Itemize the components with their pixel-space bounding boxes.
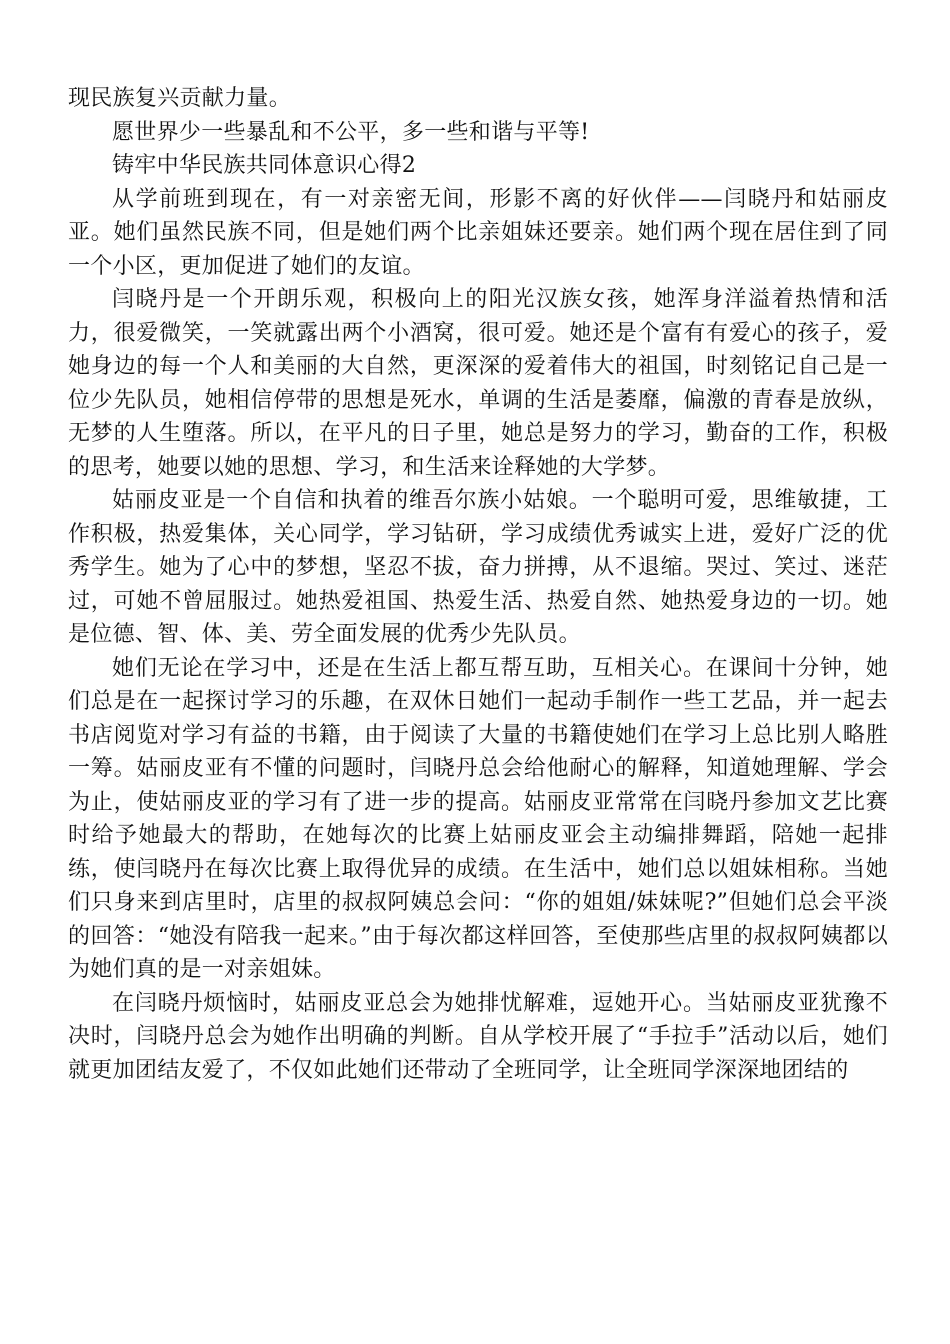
paragraph-hand-in-hand: 在闫晓丹烦恼时，姑丽皮亚总会为她排忧解难，逗她开心。当姑丽皮亚犹豫不决时，闫晓丹总会为她作出明确的判断。自从学校开展了“手拉手”活动以后，她们就更加团结友爱了，不仅如此她们还带动了全班同学，让全班同学深深地团结的 (68, 990, 888, 1083)
section-heading: 铸牢中华民族共同体意识心得2 (112, 153, 417, 178)
paragraph-yan-xiaodan: 闫晓丹是一个开朗乐观，积极向上的阳光汉族女孩，她浑身洋溢着热情和活力，很爱微笑，一笑就露出两个小酒窝，很可爱。她还是个富有有爱心的孩子，爱她身边的每一个人和美丽的大自然，更深深的爱着伟大的祖国，时刻铭记自己是一位少先队员，她相信停带的思想是死水，单调的生活是萎靡，偏激的青春是放纵，无梦的人生堕落。所以，在平凡的日子里，她总是努力的学习，勤奋的工作，积极的思考，她要以她的思想、学习，和生活来诠释她的大学梦。 (68, 287, 888, 480)
paragraph-gulipiya: 姑丽皮亚是一个自信和执着的维吾尔族小姑娘。一个聪明可爱，思维敏捷，工作积极，热爱集体，关心同学，学习钻研，学习成绩优秀诚实上进，爱好广泛的优秀学生。她为了心中的梦想，坚忍不拔，奋力拼搏，从不退缩。哭过、笑过、迷茫过，可她不曾屈服过。她热爱祖国、热爱生活、热爱自然、她热爱身边的一切。她是位德、智、体、美、劳全面发展的优秀少先队员。 (68, 488, 888, 647)
paragraph-intro: 从学前班到现在，有一对亲密无间，形影不离的好伙伴——闫晓丹和姑丽皮亚。她们虽然民族不同，但是她们两个比亲姐妹还要亲。她们两个现在居住到了同一个小区，更加促进了她们的友谊。 (68, 186, 888, 279)
paragraph-wish: 愿世界少一些暴乱和不公平，多一些和谐与平等! (112, 119, 590, 145)
document-page (68, 82, 888, 1087)
paragraph-continuation: 现民族复兴贡献力量。 (68, 86, 292, 111)
paragraph-mutual-help: 她们无论在学习中，还是在生活上都互帮互助，互相关心。在课间十分钟，她们总是在一起探讨学习的乐趣，在双休日她们一起动手制作一些工艺品，并一起去书店阅览对学习有益的书籍，由于阅读了大量的书籍使她们在学习上总比别人略胜一筹。姑丽皮亚有不懂的问题时，闫晓丹总会给他耐心的解释，知道她理解、学会为止，使姑丽皮亚的学习有了进一步的提高。姑丽皮亚常常在闫晓丹参加文艺比赛时给予她最大的帮助，在她每次的比赛上姑丽皮亚会主动编排舞蹈，陪她一起排练，使闫晓丹在每次比赛上取得优异的成绩。在生活中，她们总以姐妹相称。当她们只身来到店里时，店里的叔叔阿姨总会问：“你的姐姐/妹妹呢?”但她们总会平淡的回答：“她没有陪我一起来。”由于每次都这样回答，至使那些店里的叔叔阿姨都以为她们真的是一对亲姐妹。 (68, 655, 888, 982)
